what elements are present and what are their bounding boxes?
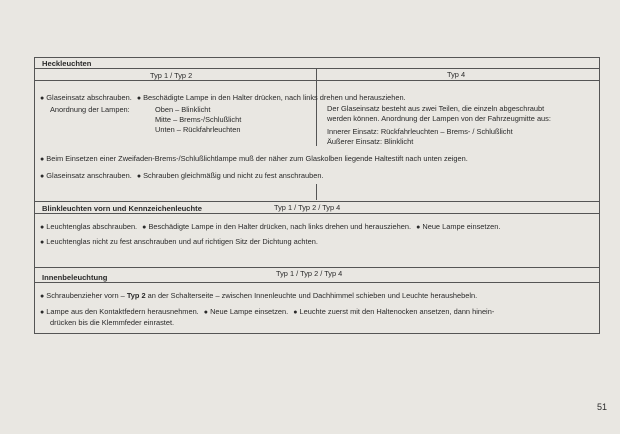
bullet-icon: ● (136, 173, 142, 180)
typ4-description-line: werden können. Anordnung der Lampen von der Fahrzeugmitte aus: (327, 114, 551, 123)
instruction-line: ● Glaseinsatz anschrauben. ● Schrauben gleichmäßig und nicht zu fest anschrauben. (40, 171, 324, 180)
bullet-icon: ● (40, 293, 45, 300)
rule-under-innen-heading (35, 282, 599, 283)
instruction-line: ● Beim Einsetzen einer Zweifaden-Brems-/Schlußlichtlampe muß der näher zum Glaskolben liegende Haltestift nach unten zeigen. (40, 154, 468, 163)
bullet-icon: ● (40, 156, 45, 163)
instruction-line: ● Leuchtenglas nicht zu fest anschrauben und auf richtigen Sitz der Dichtung achten. (40, 237, 318, 246)
column-header-typ1-typ2: Typ 1 / Typ 2 (150, 71, 193, 80)
rule-under-type-header (35, 80, 599, 81)
instruction-line: ● Lampe aus den Kontaktfedern herausnehmen. ● Neue Lampe einsetzen. ● Leuchte zuerst mit den Haltenocken ansetzen, dann hinein- (40, 307, 495, 316)
section-heading-blinkleuchten: Blinkleuchten vorn und Kennzeichenleuchte (42, 204, 202, 213)
bullet-icon: ● (136, 95, 142, 102)
instruction-line: ● Schraubenzieher vorn – Typ 2 an der Schalterseite – zwischen Innenleuchte und Dachhimmel schieben und Leuchte heraushebeln. (40, 291, 478, 300)
section-types-blinkleuchten: Typ 1 / Typ 2 / Typ 4 (274, 203, 341, 212)
section-heading-innenbeleuchtung: Innenbeleuchtung (42, 273, 108, 282)
section-heading-heckleuchten: Heckleuchten (42, 59, 92, 68)
rule-above-blink (35, 201, 599, 202)
rule-above-innen (35, 267, 599, 268)
lamp-position-middle: Mitte – Brems-/Schlußlicht (155, 115, 242, 124)
column-divider (316, 68, 317, 146)
bullet-icon: ● (293, 309, 298, 316)
rule-under-heckleuchten (35, 68, 599, 69)
lamp-arrangement-label: Anordnung der Lampen: (50, 105, 130, 114)
page-number: 51 (597, 402, 608, 412)
instruction-line: ● Glaseinsatz abschrauben. ● Beschädigte Lampe in den Halter drücken, nach links drehen und herausziehen. (40, 93, 406, 102)
typ4-outer-insert: Äußerer Einsatz: Blinklicht (327, 137, 414, 146)
instruction-continuation: drücken bis die Klemmfeder einrastet. (50, 318, 175, 327)
bullet-icon: ● (40, 239, 45, 246)
rule-under-blink-heading (35, 213, 599, 214)
typ4-description-line: Der Glaseinsatz besteht aus zwei Teilen, die einzeln abgeschraubt (327, 104, 545, 113)
section-types-innenbeleuchtung: Typ 1 / Typ 2 / Typ 4 (276, 269, 343, 278)
typ4-inner-insert: Innerer Einsatz: Rückfahrleuchten – Brems- / Schlußlicht (327, 127, 513, 136)
column-header-typ4: Typ 4 (447, 70, 466, 79)
bullet-icon: ● (203, 309, 209, 316)
column-divider-lower (316, 184, 317, 200)
bullet-icon: ● (40, 173, 45, 180)
instruction-line: ● Leuchtenglas abschrauben. ● Beschädigte Lampe in den Halter drücken, nach links drehen und herausziehen. ● Neue Lampe einsetzen. (40, 222, 501, 231)
bullet-icon: ● (416, 224, 421, 231)
bullet-icon: ● (40, 224, 45, 231)
lamp-position-bottom: Unten – Rückfahrleuchten (155, 125, 241, 134)
bullet-icon: ● (142, 224, 147, 231)
bullet-icon: ● (40, 309, 45, 316)
lamp-position-top: Oben – Blinklicht (155, 105, 211, 114)
bullet-icon: ● (40, 95, 45, 102)
